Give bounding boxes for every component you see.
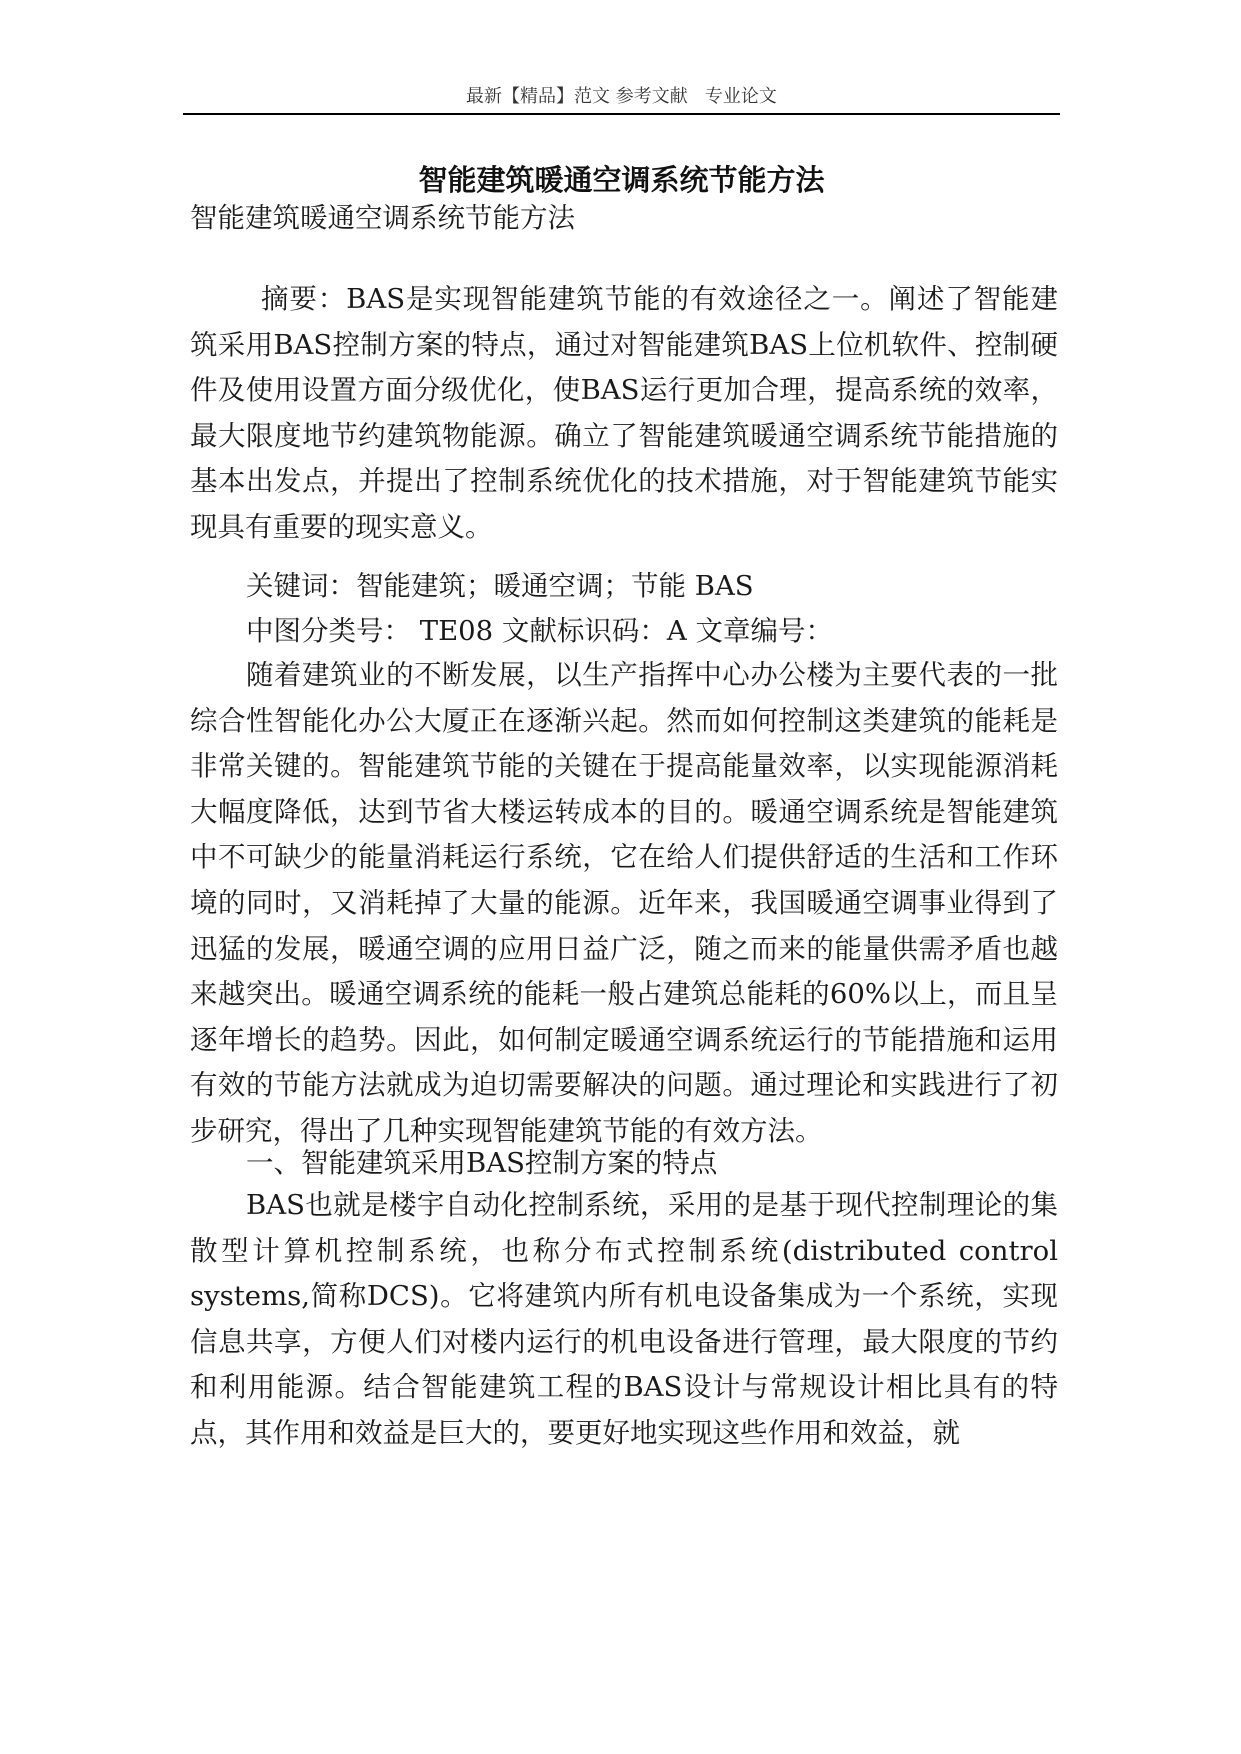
running-header: 最新【精品】范文 参考文献 专业论文 [466, 86, 777, 107]
intro-paragraph: 随着建筑业的不断发展，以生产指挥中心办公楼为主要代表的一批综合性智能化办公大厦正在逐渐兴起。然而如何控制这类建筑的能耗是非常关键的。智能建筑节能的关键在于提高能量效率，以实现能源消耗大幅度降低，达到节省大楼运转成本的目的。暖通空调系统是智能建筑中不可缺少的能量消耗运行系统，它在给人们提供舒适的生活和工作环境的同时，又消耗掉了大量的能源。近年来，我国暖通空调事业得到了迅猛的发展，暖通空调的应用日益广泛，随之而来的能量供需矛盾也越来越突出。暖通空调系统的能耗一般占建筑总能耗的60%以上，而且呈逐年增长的趋势。因此，如何制定暖通空调系统运行的节能措施和运用有效的节能方法就成为迫切需要解决的问题。通过理论和实践进行了初步研究，得出了几种实现智能建筑节能的有效方法。 [190, 659, 1058, 1147]
header-divider [183, 113, 1060, 115]
classification-line: 中图分类号： TE08 文献标识码：A 文章编号： [246, 615, 833, 647]
section-heading: 一、智能建筑采用BAS控制方案的特点 [246, 1147, 718, 1179]
keywords-line: 关键词：智能建筑；暖通空调；节能 BAS [246, 570, 754, 602]
bas-paragraph: BAS也就是楼宇自动化控制系统，采用的是基于现代控制理论的集散型计算机控制系统，也称分布式控制系统(distributed control systems,简称DCS)。它将建筑内所有机电设备集成为一个系统，实现信息共享，方便人们对楼内运行的机电设备进行管理，最大限度的节约和利用能源。结合智能建筑工程的BAS设计与常规设计相比具有的特点，其作用和效益是巨大的，要更好地实现这些作用和效益，就 [190, 1189, 1058, 1449]
document-subtitle: 智能建筑暖通空调系统节能方法 [190, 202, 575, 234]
abstract-paragraph: 摘要：BAS是实现智能建筑节能的有效途径之一。阐述了智能建筑采用BAS控制方案的特点，通过对智能建筑BAS上位机软件、控制硬件及使用设置方面分级优化，使BAS运行更加合理，提高系统的效率，最大限度地节约建筑物能源。确立了智能建筑暖通空调系统节能措施的基本出发点，并提出了控制系统优化的技术措施，对于智能建筑节能实现具有重要的现实意义。 [190, 283, 1058, 543]
document-title: 智能建筑暖通空调系统节能方法 [418, 163, 825, 197]
